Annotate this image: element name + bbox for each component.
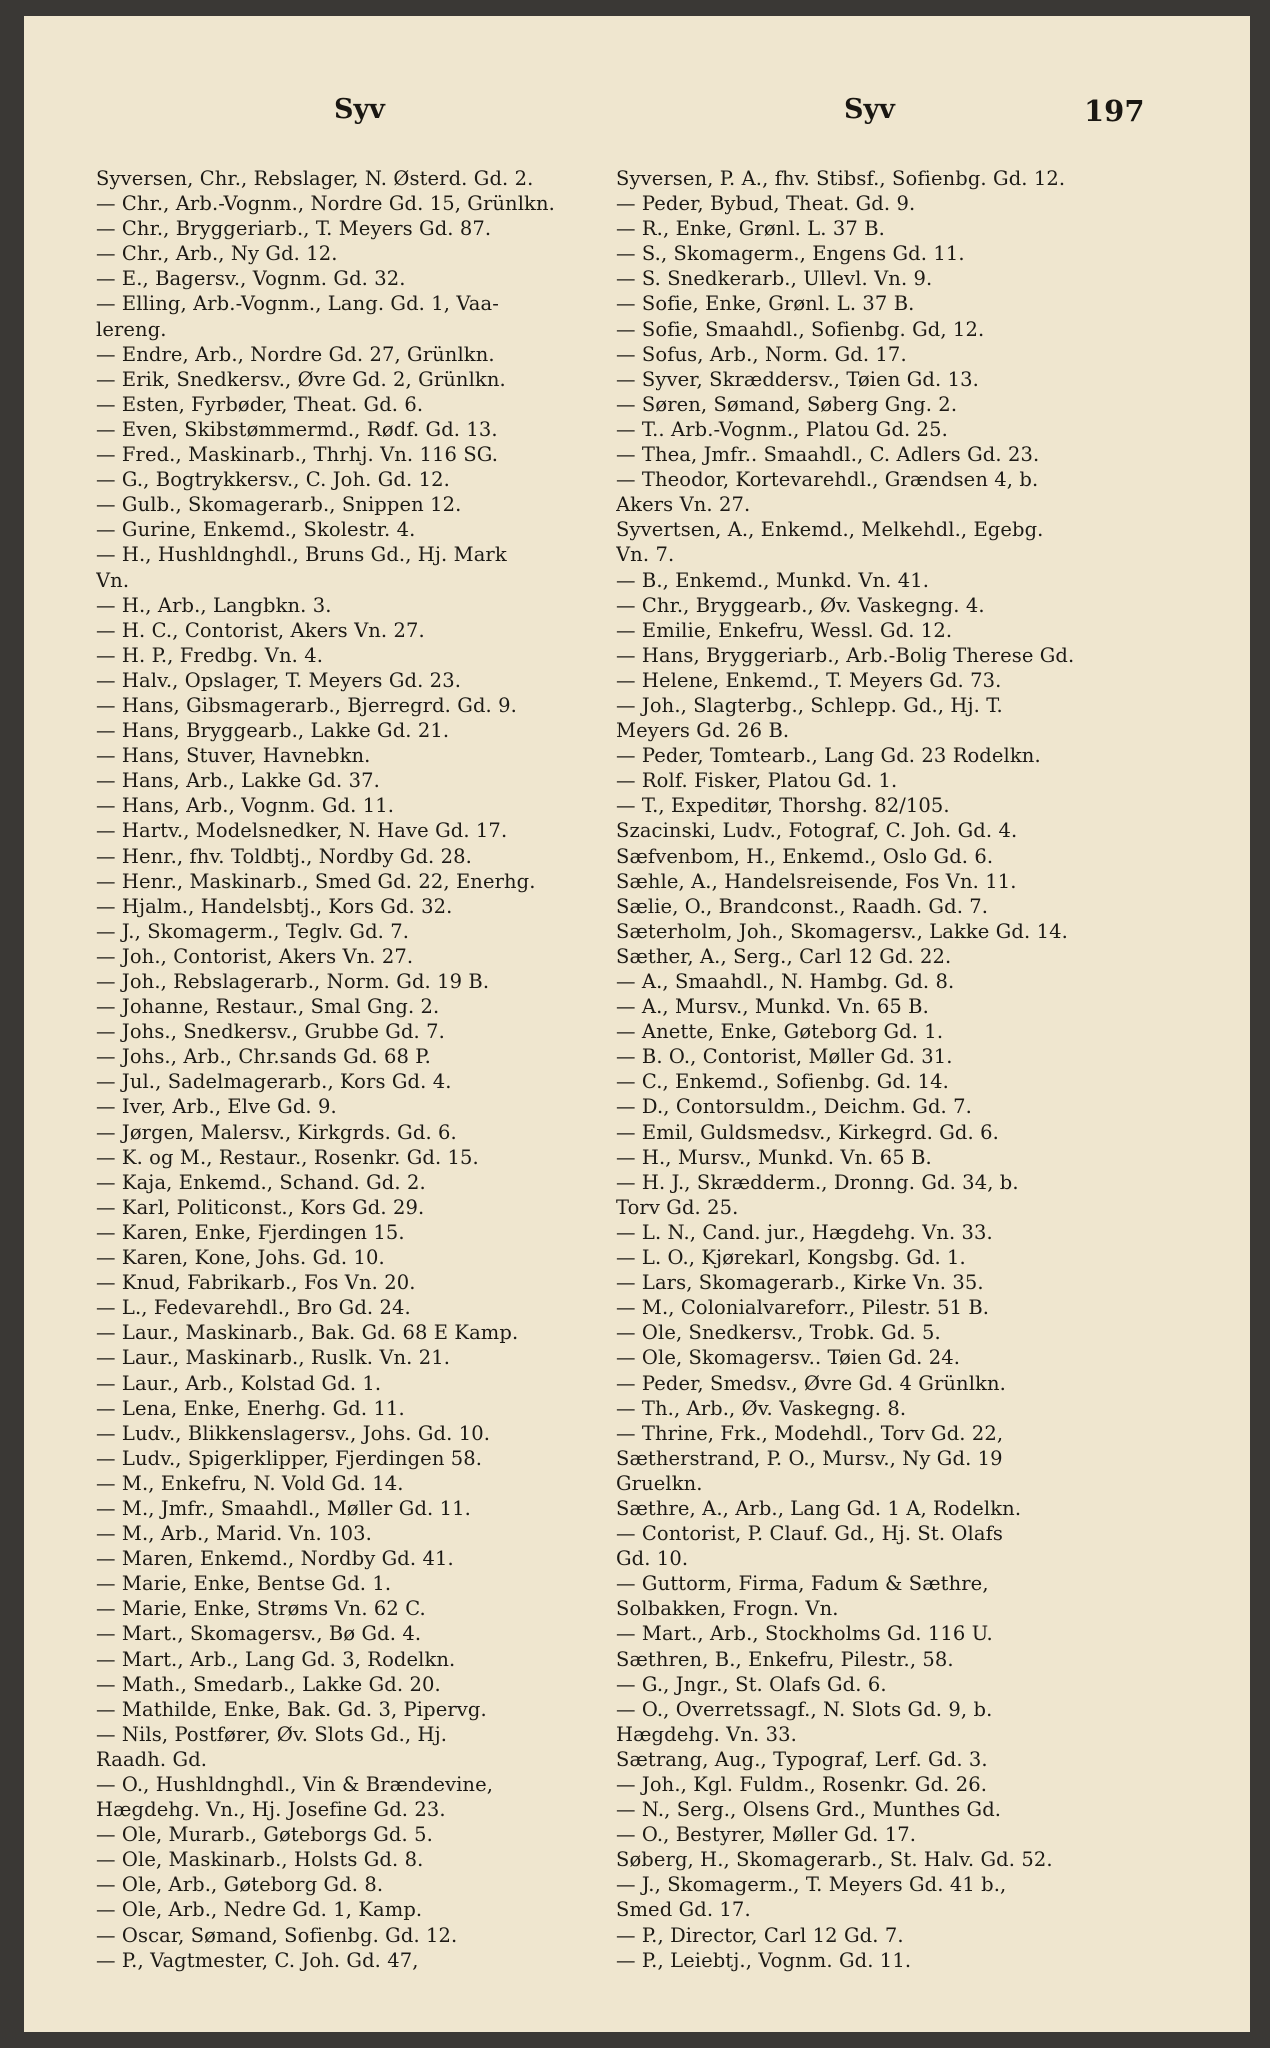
directory-entry-line: — N., Serg., Olsens Grd., Munthes Gd. (616, 1798, 1002, 1822)
directory-entry-line: — Erik, Snedkersv., Øvre Gd. 2, Grünlkn. (96, 367, 506, 391)
directory-entry-line: — S. Snedkerarb., Ullevl. Vn. 9. (616, 267, 933, 291)
directory-entry-line: — Jul., Sadelmagerarb., Kors Gd. 4. (96, 1070, 452, 1094)
directory-entry-line: — P., Leiebtj., Vognm. Gd. 11. (616, 1948, 912, 1972)
directory-entry-line: — Theodor, Kortevarehdl., Grændsen 4, b. (616, 468, 1039, 492)
directory-entry-line: — Th., Arb., Øv. Vaskegng. 8. (616, 1396, 907, 1420)
directory-entry-line: — Hans, Arb., Lakke Gd. 37. (96, 769, 380, 793)
directory-entry-line: — H. P., Fredbg. Vn. 4. (96, 643, 324, 667)
directory-entry-line: — M., Arb., Marid. Vn. 103. (96, 1522, 372, 1546)
directory-entry-line: — T.. Arb.-Vognm., Platou Gd. 25. (616, 417, 948, 441)
directory-entry-line: — Gurine, Enkemd., Skolestr. 4. (96, 518, 416, 542)
directory-entry-line: — Fred., Maskinarb., Thrhj. Vn. 116 SG. (96, 443, 499, 467)
directory-entry-line: — H. C., Contorist, Akers Vn. 27. (96, 618, 425, 642)
directory-entry-line: — J., Skomagerm., T. Meyers Gd. 41 b., (616, 1873, 1007, 1897)
directory-entry-line: — H. J., Skrædderm., Dronng. Gd. 34, b. (616, 1170, 1019, 1194)
directory-entry-line: — Anette, Enke, Gøteborg Gd. 1. (616, 1020, 944, 1044)
directory-entry-line: — Ole, Arb., Gøteborg Gd. 8. (96, 1873, 384, 1897)
directory-entry-line: — G., Jngr., St. Olafs Gd. 6. (616, 1672, 887, 1696)
directory-entry-line: — H., Arb., Langbkn. 3. (96, 593, 332, 617)
directory-entry-line: — Johs., Snedkersv., Grubbe Gd. 7. (96, 1020, 445, 1044)
directory-entry-line: — O., Overretssagf., N. Slots Gd. 9, b. (616, 1697, 993, 1721)
directory-entry-line: Solbakken, Frogn. Vn. (616, 1597, 839, 1621)
directory-entry-line: — Helene, Enkemd., T. Meyers Gd. 73. (616, 668, 1002, 692)
directory-entry-line: Raadh. Gd. (96, 1747, 208, 1771)
directory-entry-line: — Henr., Maskinarb., Smed Gd. 22, Enerhg. (96, 869, 536, 893)
directory-entry-line: — A., Mursv., Munkd. Vn. 65 B. (616, 995, 929, 1019)
directory-entry-line: — J., Skomagerm., Teglv. Gd. 7. (96, 919, 410, 943)
running-head-left: Syv (334, 94, 385, 125)
directory-entry-line: — Sofie, Smaahdl., Sofienbg. Gd, 12. (616, 317, 985, 341)
directory-entry-line: — Mart., Arb., Stockholms Gd. 116 U. (616, 1622, 993, 1646)
directory-entry-line: Sætrang, Aug., Typograf, Lerf. Gd. 3. (616, 1747, 988, 1771)
directory-entry-line: lereng. (96, 317, 167, 341)
directory-entry-line: — Joh., Contorist, Akers Vn. 27. (96, 944, 414, 968)
directory-entry-line: — Laur., Arb., Kolstad Gd. 1. (96, 1371, 382, 1395)
directory-entry-line: — Jørgen, Malersv., Kirkgrds. Gd. 6. (96, 1120, 457, 1144)
directory-entry-line: — Hans, Gibsmagerarb., Bjerregrd. Gd. 9. (96, 693, 517, 717)
directory-entry-line: — Halv., Opslager, T. Meyers Gd. 23. (96, 668, 461, 692)
directory-entry-line: — Rolf. Fisker, Platou Gd. 1. (616, 769, 898, 793)
directory-entry-line: — Johanne, Restaur., Smal Gng. 2. (96, 995, 440, 1019)
directory-entry-line: Sæterholm, Joh., Skomagersv., Lakke Gd. 14. (616, 919, 1068, 943)
directory-entry-line: — Karen, Kone, Johs. Gd. 10. (96, 1246, 385, 1270)
directory-entry-line: — M., Enkefru, N. Vold Gd. 14. (96, 1471, 404, 1495)
directory-entry-line: — Guttorm, Firma, Fadum & Sæthre, (616, 1572, 989, 1596)
directory-entry-line: — Peder, Bybud, Theat. Gd. 9. (616, 192, 916, 216)
directory-entry-line: — E., Bagersv., Vognm. Gd. 32. (96, 267, 406, 291)
left-column (96, 166, 601, 1973)
directory-entry-line: Hægdehg. Vn. 33. (616, 1722, 797, 1746)
directory-entry-line: Syversen, Chr., Rebslager, N. Østerd. Gd. 2. (96, 167, 534, 190)
directory-entry-line: — Maren, Enkemd., Nordby Gd. 41. (96, 1547, 454, 1571)
directory-entry-line: — O., Bestyrer, Møller Gd. 17. (616, 1823, 917, 1847)
directory-entry-line: — Søren, Sømand, Søberg Gng. 2. (616, 392, 958, 416)
directory-entry-line: — Karl, Politiconst., Kors Gd. 29. (96, 1195, 425, 1219)
directory-entry-line: — Mart., Arb., Lang Gd. 3, Rodelkn. (96, 1647, 456, 1671)
directory-entry-line: — C., Enkemd., Sofienbg. Gd. 14. (616, 1070, 949, 1094)
directory-entry-line: Akers Vn. 27. (616, 493, 751, 517)
directory-entry-line: — H., Mursv., Munkd. Vn. 65 B. (616, 1145, 932, 1169)
directory-entry-line: — P., Director, Carl 12 Gd. 7. (616, 1923, 904, 1947)
page-number: 197 (1084, 94, 1145, 128)
directory-entry-line: Sæfvenbom, H., Enkemd., Oslo Gd. 6. (616, 844, 994, 868)
directory-entry-line: — Sofus, Arb., Norm. Gd. 17. (616, 342, 907, 366)
directory-entry-line: — A., Smaahdl., N. Hambg. Gd. 8. (616, 970, 955, 993)
directory-entry-line: — Joh., Kgl. Fuldm., Rosenkr. Gd. 26. (616, 1773, 988, 1796)
directory-entry-line: Syversen, P. A., fhv. Stibsf., Sofienbg. Gd. 12. (616, 167, 1066, 190)
directory-entry-line: Sæhle, A., Handelsreisende, Fos Vn. 11. (616, 869, 1017, 893)
directory-entry-line: Hægdehg. Vn., Hj. Josefine Gd. 23. (96, 1798, 446, 1822)
directory-entry-line: — Hans, Bryggearb., Lakke Gd. 21. (96, 719, 450, 743)
directory-entry-line: Meyers Gd. 26 B. (616, 719, 790, 743)
directory-entry-line: — Kaja, Enkemd., Schand. Gd. 2. (96, 1170, 426, 1194)
directory-entry-line: Sætherstrand, P. O., Mursv., Ny Gd. 19 (616, 1446, 1003, 1470)
directory-entry-line: Szacinski, Ludv., Fotograf, C. Joh. Gd. 4. (616, 819, 1018, 843)
directory-entry-line: Vn. (96, 568, 130, 592)
directory-entry-line: — Ole, Murarb., Gøteborgs Gd. 5. (96, 1823, 433, 1847)
directory-entry-line: — R., Enke, Grønl. L. 37 B. (616, 217, 885, 241)
directory-entry-line: Gruelkn. (616, 1471, 703, 1495)
directory-entry-line: — Ludv., Spigerklipper, Fjerdingen 58. (96, 1446, 483, 1470)
directory-entry-line: — Mart., Skomagersv., Bø Gd. 4. (96, 1622, 422, 1646)
directory-entry-line: — Karen, Enke, Fjerdingen 15. (96, 1220, 405, 1244)
directory-entry-line: — Lena, Enke, Enerhg. Gd. 11. (96, 1396, 405, 1420)
directory-entry-line: — Laur., Maskinarb., Bak. Gd. 68 E Kamp. (96, 1321, 519, 1345)
directory-entry-line: — O., Hushldnghdl., Vin & Brændevine, (96, 1773, 494, 1796)
directory-entry-line: — L. N., Cand. jur., Hægdehg. Vn. 33. (616, 1220, 993, 1244)
directory-entry-line: — Hans, Stuver, Havnebkn. (96, 744, 371, 768)
directory-entry-line: — D., Contorsuldm., Deichm. Gd. 7. (616, 1095, 972, 1119)
directory-entry-line: Sæthre, A., Arb., Lang Gd. 1 A, Rodelkn. (616, 1496, 1022, 1520)
directory-entry-line: — Hans, Bryggeriarb., Arb.-Bolig Therese Gd. (616, 643, 1075, 667)
directory-entry-line: — L. O., Kjørekarl, Kongsbg. Gd. 1. (616, 1246, 966, 1270)
directory-entry-line: — Thea, Jmfr.. Smaahdl., C. Adlers Gd. 23. (616, 443, 1040, 467)
directory-entry-line: — Knud, Fabrikarb., Fos Vn. 20. (96, 1271, 416, 1295)
directory-entry-line: — Chr., Bryggearb., Øv. Vaskegng. 4. (616, 593, 985, 617)
directory-entry-line: — Marie, Enke, Bentse Gd. 1. (96, 1572, 392, 1596)
directory-entry-line: Syvertsen, A., Enkemd., Melkehdl., Egebg. (616, 518, 1044, 542)
directory-entry-line: — Syver, Skræddersv., Tøien Gd. 13. (616, 367, 979, 391)
directory-entry-line: — Chr., Arb.-Vognm., Nordre Gd. 15, Grünlkn. (96, 192, 555, 216)
directory-entry-line: — M., Colonialvareforr., Pilestr. 51 B. (616, 1296, 990, 1320)
directory-entry-line: — Peder, Tomtearb., Lang Gd. 23 Rodelkn. (616, 744, 1041, 768)
directory-entry-line: — T., Expeditør, Thorshg. 82/105. (616, 794, 950, 818)
directory-entry-line: — Peder, Smedsv., Øvre Gd. 4 Grünlkn. (616, 1371, 1006, 1395)
directory-entry-line: Søberg, H., Skomagerarb., St. Halv. Gd. 52. (616, 1848, 1053, 1872)
directory-entry-line: — Henr., fhv. Toldbtj., Nordby Gd. 28. (96, 844, 472, 868)
directory-entry-line: — S., Skomagerm., Engens Gd. 11. (616, 242, 965, 266)
directory-entry-line: — Gulb., Skomagerarb., Snippen 12. (96, 493, 462, 517)
directory-entry-line: — Chr., Bryggeriarb., T. Meyers Gd. 87. (96, 217, 492, 241)
directory-entry-line: Sæthren, B., Enkefru, Pilestr., 58. (616, 1647, 954, 1671)
directory-entry-line: — Mathilde, Enke, Bak. Gd. 3, Pipervg. (96, 1697, 487, 1721)
directory-entry-line: — Endre, Arb., Nordre Gd. 27, Grünlkn. (96, 342, 495, 366)
directory-entry-line: — K. og M., Restaur., Rosenkr. Gd. 15. (96, 1145, 479, 1169)
directory-entry-line: Gd. 10. (616, 1547, 689, 1571)
directory-entry-line: — Hjalm., Handelsbtj., Kors Gd. 32. (96, 894, 453, 918)
directory-entry-line: — M., Jmfr., Smaahdl., Møller Gd. 11. (96, 1496, 471, 1520)
directory-entry-line: — L., Fedevarehdl., Bro Gd. 24. (96, 1296, 411, 1320)
directory-entry-line: — Nils, Postfører, Øv. Slots Gd., Hj. (96, 1722, 448, 1746)
directory-entry-line: Sælie, O., Brandconst., Raadh. Gd. 7. (616, 894, 989, 918)
directory-entry-line: Sæther, A., Serg., Carl 12 Gd. 22. (616, 944, 952, 968)
directory-entry-line: — P., Vagtmester, C. Joh. Gd. 47, (96, 1948, 419, 1972)
directory-entry-line: — Math., Smedarb., Lakke Gd. 20. (96, 1672, 441, 1696)
directory-entry-line: — Chr., Arb., Ny Gd. 12. (96, 242, 338, 266)
directory-entry-line: — Oscar, Sømand, Sofienbg. Gd. 12. (96, 1923, 458, 1947)
directory-entry-line: — Ole, Arb., Nedre Gd. 1, Kamp. (96, 1898, 423, 1922)
directory-entry-line: — Contorist, P. Clauf. Gd., Hj. St. Olafs (616, 1522, 1003, 1546)
directory-entry-line: — Hartv., Modelsnedker, N. Have Gd. 17. (96, 819, 508, 843)
directory-entry-line: — B., Enkemd., Munkd. Vn. 41. (616, 568, 930, 592)
directory-entry-line: — Ole, Maskinarb., Holsts Gd. 8. (96, 1848, 424, 1872)
directory-entry-line: — H., Hushldnghdl., Bruns Gd., Hj. Mark (96, 543, 507, 567)
directory-entry-line: — Joh., Rebslagerarb., Norm. Gd. 19 B. (96, 970, 490, 993)
right-column (616, 166, 1121, 1973)
directory-entry-line: — Iver, Arb., Elve Gd. 9. (96, 1095, 337, 1119)
directory-entry-line: — B. O., Contorist, Møller Gd. 31. (616, 1045, 953, 1069)
directory-entry-line: — Even, Skibstømmermd., Rødf. Gd. 13. (96, 417, 498, 441)
directory-page (24, 16, 1250, 2032)
directory-entry-line: — Esten, Fyrbøder, Theat. Gd. 6. (96, 392, 424, 416)
directory-entry-line: — Lars, Skomagerarb., Kirke Vn. 35. (616, 1271, 984, 1295)
directory-entry-line: Vn. 7. (616, 543, 675, 567)
directory-entry-line: — Marie, Enke, Strøms Vn. 62 C. (96, 1597, 426, 1621)
directory-entry-line: — Ole, Skomagersv.. Tøien Gd. 24. (616, 1346, 961, 1370)
directory-entry-line: — G., Bogtrykkersv., C. Joh. Gd. 12. (96, 468, 450, 492)
directory-entry-line: — Thrine, Frk., Modehdl., Torv Gd. 22, (616, 1421, 1004, 1445)
directory-entry-line: Smed Gd. 17. (616, 1898, 751, 1922)
directory-entry-line: — Ole, Snedkersv., Trobk. Gd. 5. (616, 1321, 941, 1345)
running-head-right: Syv (844, 94, 895, 125)
directory-entry-line: — Ludv., Blikkenslagersv., Johs. Gd. 10. (96, 1421, 491, 1445)
directory-entry-line: — Laur., Maskinarb., Ruslk. Vn. 21. (96, 1346, 451, 1370)
directory-entry-line: — Sofie, Enke, Grønl. L. 37 B. (616, 292, 915, 316)
directory-entry-line: — Hans, Arb., Vognm. Gd. 11. (96, 794, 395, 818)
directory-entry-line: — Johs., Arb., Chr.sands Gd. 68 P. (96, 1045, 431, 1069)
directory-entry-line: — Joh., Slagterbg., Schlepp. Gd., Hj. T. (616, 693, 1003, 717)
directory-entry-line: Torv Gd. 25. (616, 1195, 739, 1219)
directory-entry-line: — Emil, Guldsmedsv., Kirkegrd. Gd. 6. (616, 1120, 999, 1144)
directory-entry-line: — Emilie, Enkefru, Wessl. Gd. 12. (616, 618, 953, 642)
directory-entry-line: — Elling, Arb.-Vognm., Lang. Gd. 1, Vaa- (96, 292, 499, 316)
